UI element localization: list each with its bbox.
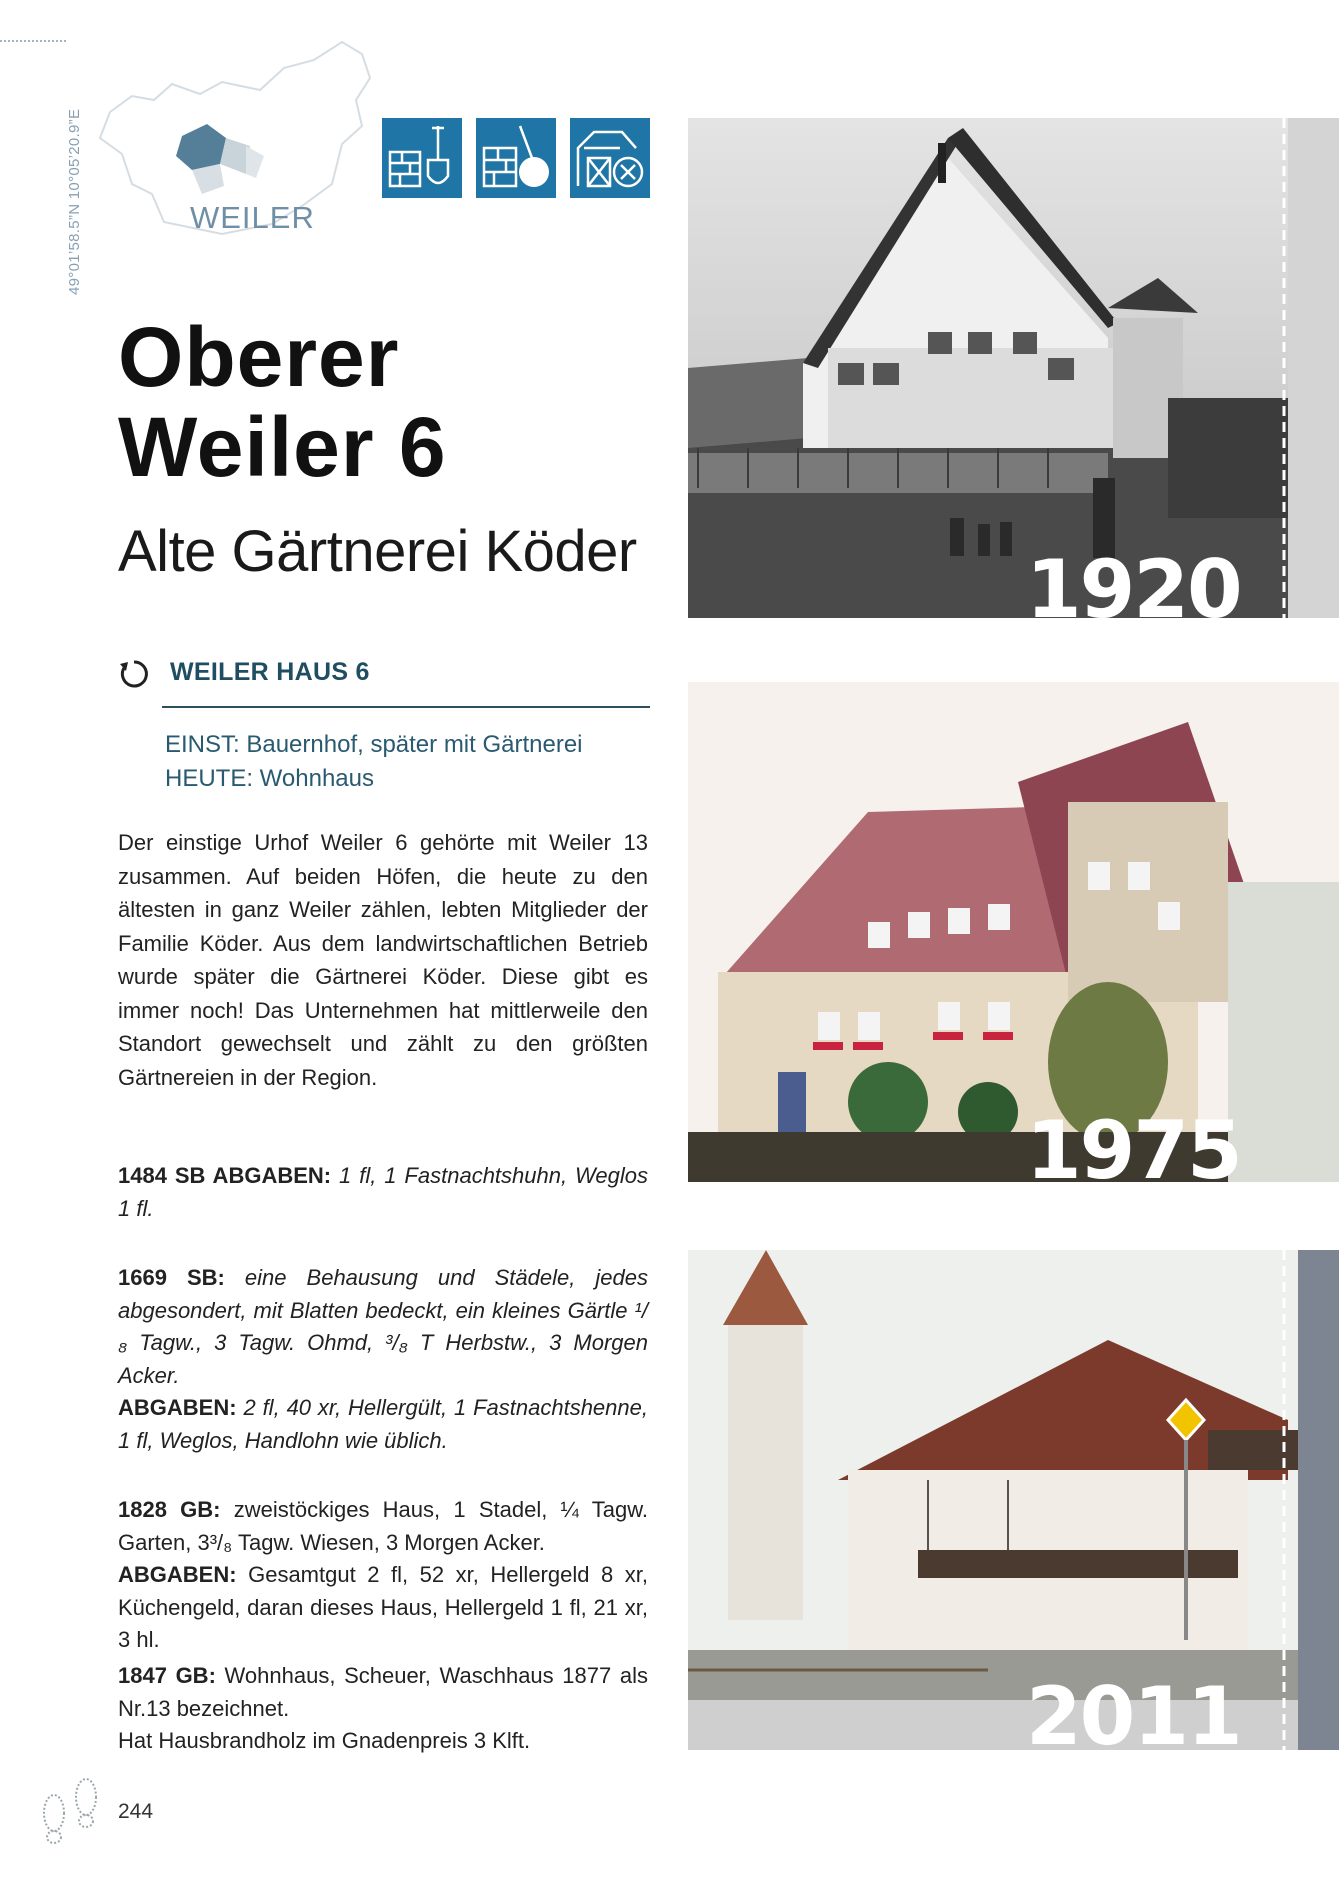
section-divider	[162, 706, 650, 708]
page-title	[118, 312, 447, 492]
history-1847-label: 1847 GB:	[118, 1663, 216, 1688]
photo-1920	[688, 118, 1339, 618]
coordinates-strip	[18, 40, 83, 295]
barn-demolished-icon	[570, 118, 650, 198]
title-line-1: Oberer	[118, 310, 400, 404]
page-subtitle: Alte Gärtnerei Köder	[118, 519, 637, 584]
history-1828-label: 1828 GB:	[118, 1497, 221, 1522]
heute-line: HEUTE: Wohnhaus	[165, 765, 374, 792]
photo-1975	[688, 682, 1339, 1182]
brick-wrecking-ball-icon	[476, 118, 556, 198]
year-label-1920: 1920	[1026, 543, 1241, 618]
history-1669-label: 1669 SB:	[118, 1265, 225, 1290]
photo-2011	[688, 1250, 1339, 1750]
body-paragraph: Der einstige Urhof Weiler 6 gehörte mit Weiler 13 zusammen. Auf beiden Höfen, die heute zu den ältesten in ganz Weiler zählen, lebten Mitglieder der Familie Köder. Aus dem landwirtschaftlichen Betrieb wurde später die Gärtnerei Köder. Diese gibt es immer noch! Das Unternehmen hat mittlerweile den Standort gewechselt und zählt zu den größten Gärtnereien in der Region.	[118, 830, 648, 1090]
history-1484-text: 1 fl, 1 Fastnachtshuhn, Weglos 1 fl.	[118, 1163, 648, 1221]
year-label-1975: 1975	[1026, 1104, 1241, 1182]
history-1847-text: Wohnhaus, Scheuer, Waschhaus 1877 als Nr.13 bezeichnet.	[118, 1663, 648, 1721]
coordinates-text: 49°01’58.5”N 10°05’20.9”E	[66, 108, 83, 295]
history-1669-abgaben-label: ABGABEN:	[118, 1395, 237, 1420]
section-heading: WEILER HAUS 6	[170, 658, 370, 686]
district-label: WEILER	[190, 200, 315, 235]
einst-line: EINST: Bauernhof, später mit Gärtnerei	[165, 731, 583, 758]
year-label-2011: 2011	[1026, 1670, 1241, 1750]
page-number: 244	[118, 1800, 154, 1823]
footprints-icon	[32, 1775, 108, 1845]
history-1669-abgaben-text: 2 fl, 40 xr, Hellergült, 1 Fastnachtshenne, 1 fl, Weglos, Handlohn wie üblich.	[118, 1395, 648, 1453]
history-1828-abgaben-label: ABGABEN:	[118, 1562, 237, 1587]
brick-shovel-icon	[382, 118, 462, 198]
photo-divider-strip-2	[1280, 1250, 1336, 1750]
history-1669	[118, 1262, 648, 1457]
history-1669-text: eine Behausung und Städele, jedes abgesondert, mit Blatten bedeckt, ein kleines Gärtle ¹/₈ Tagw., 3 Tagw. Ohmd, ³/₈ T Herbstw., 3 Morgen Acker.	[118, 1265, 648, 1388]
history-1828	[118, 1494, 648, 1657]
title-line-2: Weiler 6	[118, 400, 447, 494]
history-1847-extra: Hat Hausbrandholz im Gnadenpreis 3 Klft.	[118, 1728, 531, 1753]
history-1484	[118, 1160, 648, 1225]
photo-divider-strip	[1280, 118, 1336, 618]
refresh-icon	[118, 658, 150, 690]
history-1847	[118, 1660, 648, 1758]
history-1828-abgaben-text: Gesamtgut 2 fl, 52 xr, Hellergeld 8 xr, Küchengeld, daran dieses Haus, Hellergeld 1 fl, 21 xr, 3 hl.	[118, 1562, 648, 1652]
dotted-rule	[0, 40, 66, 42]
history-1828-text: zweistöckiges Haus, 1 Stadel, ¼ Tagw. Garten, 3³/₈ Tagw. Wiesen, 3 Morgen Acker.	[118, 1497, 648, 1555]
history-1484-label: 1484 SB ABGABEN:	[118, 1163, 332, 1188]
einst-heute-block	[165, 728, 583, 796]
